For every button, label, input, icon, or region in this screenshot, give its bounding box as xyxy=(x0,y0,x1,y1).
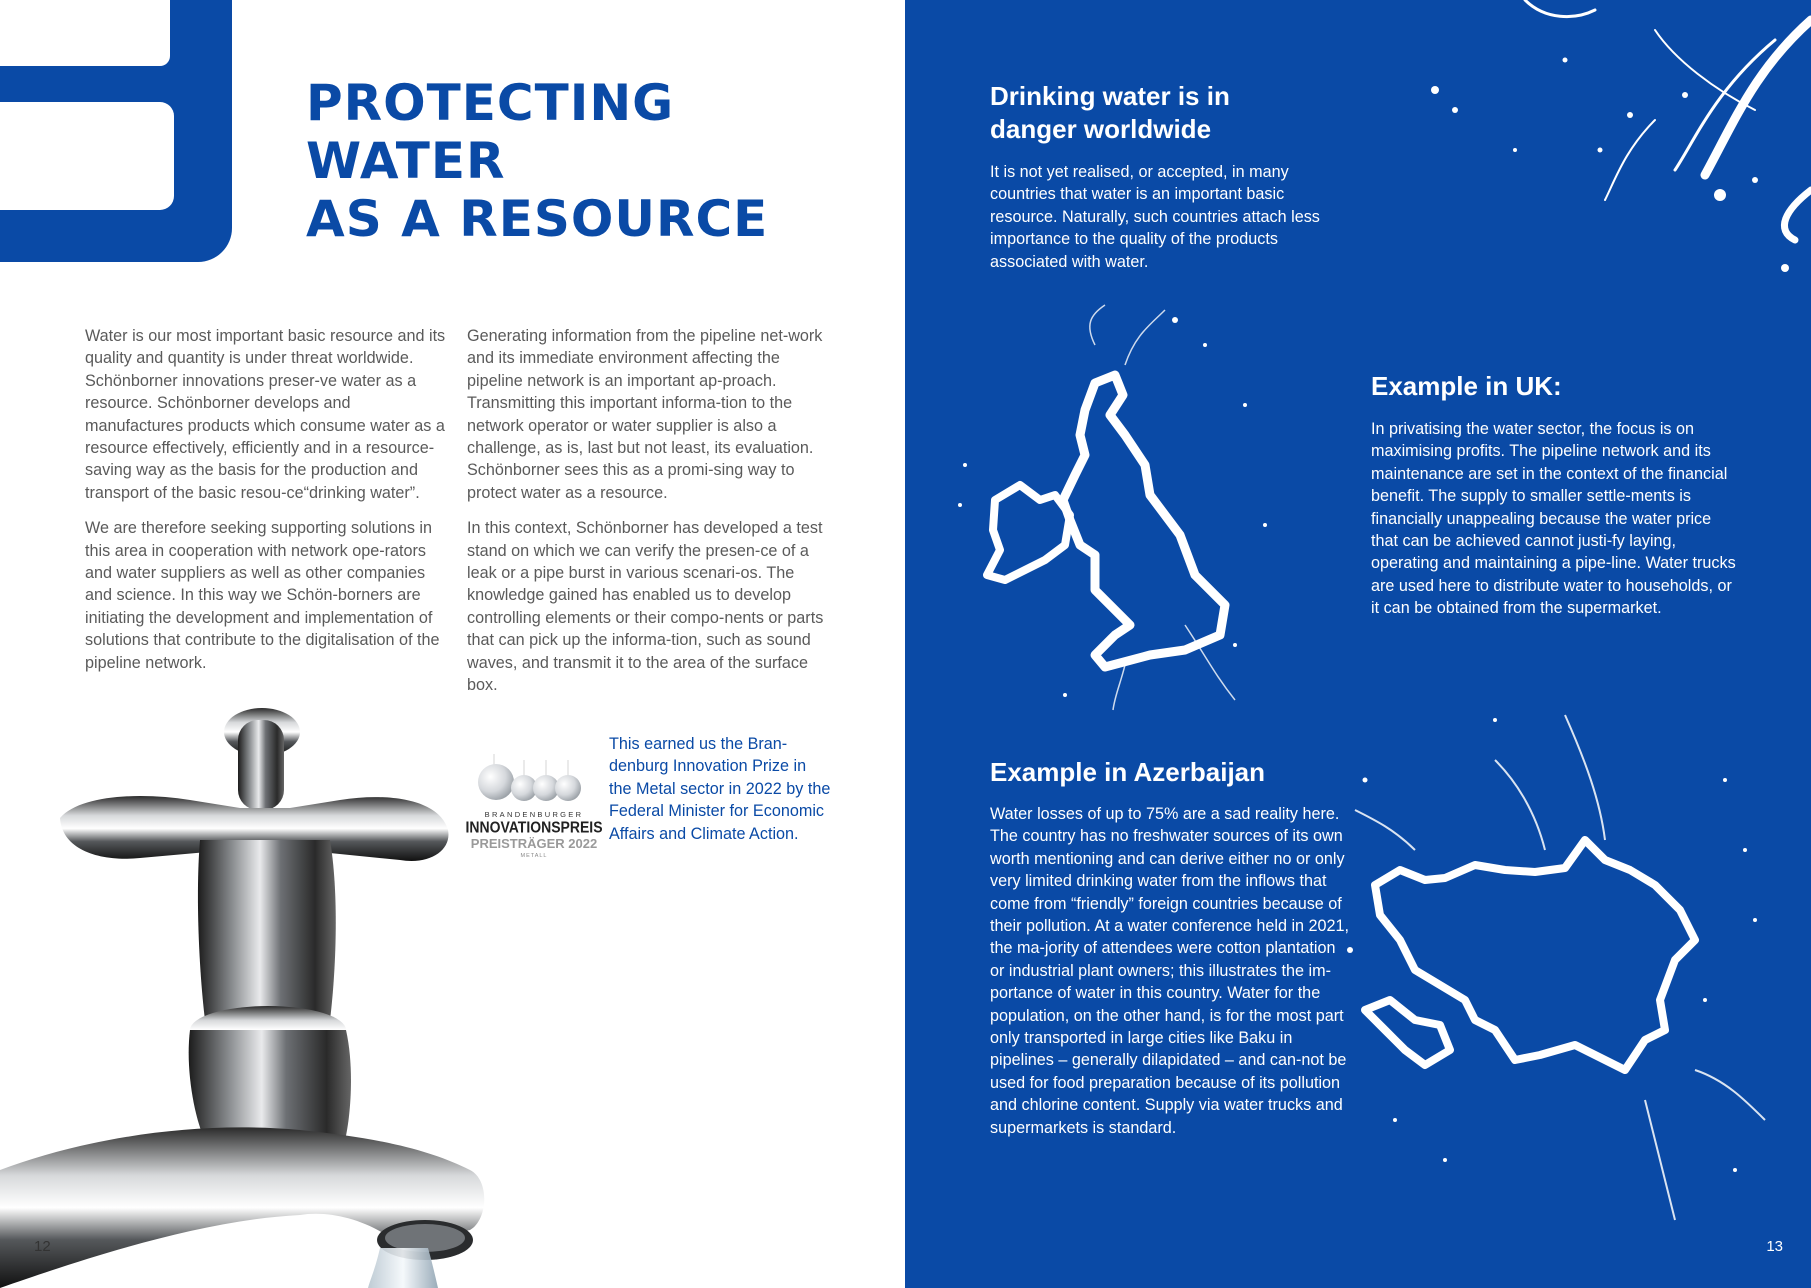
svg-text:BRANDENBURGER: BRANDENBURGER xyxy=(484,810,584,819)
water-tap-photo xyxy=(0,700,490,1288)
uk-heading: Example in UK: xyxy=(1371,371,1562,401)
body-paragraph: We are therefore seeking supporting solutions in this area in cooperation with network ope-rators and water suppliers as well as other companies and science. In this way we Schön-borners are initiating the development and implementation of solutions that contribute to the digitalisation of the pipeline network. xyxy=(85,519,440,672)
innovation-prize-logo xyxy=(465,752,603,862)
body-column-1 xyxy=(85,325,453,687)
page-title-line1: PROTECTING WATER xyxy=(306,74,675,190)
danger-heading: Drinking water is in danger worldwide xyxy=(990,81,1230,144)
water-splash-graphic xyxy=(1375,0,1811,300)
body-paragraph: Water is our most important basic resource and its quality and quantity is under threat worldwide. Schönborner innovations preser-ve water as a resource. Schönborner develops and manufactures products which consume water as a resource effectively, efficiently and in a resource-saving way as the basis for the production and transport of the basic resou-ce“drinking water”. xyxy=(85,327,446,502)
page-number: 13 xyxy=(1766,1238,1783,1255)
azerbaijan-heading: Example in Azerbaijan xyxy=(990,757,1266,787)
page-title xyxy=(306,74,866,248)
danger-text: It is not yet realised, or accepted, in many countries that water is an important basic resource. Naturally, such countries attach less importance to the quality of the products associated with water. xyxy=(990,163,1320,271)
body-column-2 xyxy=(467,325,835,710)
svg-text:METALL: METALL xyxy=(520,853,548,859)
award-caption: This earned us the Bran-denburg Innovation Prize in the Metal sector in 2022 by the Federal Minister for Economic Affairs and Climate Action. xyxy=(609,735,831,843)
azerbaijan-text: Water losses of up to 75% are a sad reality here. The country has no freshwater sources of its own worth mentioning and can derive either no or only very limited drinking water from the inflows that come from “friendly” foreign countries because of their pollution. At a water conference held in 2021, the ma-jority of attendees were cotton plantation or industrial plant owners; this illustrates the im-portance of water in this country. Water for the population, on the other hand, is for the most part only transported in large cities like Baku in pipelines – generally dilapidated – and can-not be used for food preparation because of its pollution and chlorine content. Supply via water trucks and supermarkets is standard. xyxy=(990,805,1350,1137)
uk-text: In privatising the water sector, the focus is on maximising profits. The pipeline network and its maintenance are set in the context of the financial benefit. The supply to smaller settle-ments is financially unappealing because the water price that can be achieved cannot justi-fy laying, operating and maintaining a pipe-line. Water trucks are used here to distribute water to households, or it can be obtained from the supermarket. xyxy=(1371,420,1736,618)
body-paragraph: In this context, Schönborner has developed a test stand on which we can verify the presen-ce of a leak or a pipe burst in various scenari-os. The knowledge gained has enabled us to develop controlling elements or their compo-nents or parts that can pick up the informa-tion, such as sound waves, and transmit it to the area of the surface box. xyxy=(467,519,824,695)
left-page xyxy=(0,0,905,1288)
section-letter-graphic xyxy=(0,0,240,262)
body-paragraph: Generating information from the pipeline net-work and its immediate environment affecting the pipeline network is an important ap-proach. Transmitting this important informa-tion to the network operator or water supplier is also a challenge, as is, last but not least, its evaluation. Schönborner sees this as a promi-sing way to protect water as a resource. xyxy=(467,327,823,502)
right-page xyxy=(905,0,1811,1288)
page-number: 12 xyxy=(34,1238,51,1255)
svg-text:INNOVATIONSPREIS: INNOVATIONSPREIS xyxy=(465,819,603,837)
azerbaijan-map-illustration xyxy=(1345,700,1765,1240)
svg-text:PREISTRÄGER 2022: PREISTRÄGER 2022 xyxy=(470,836,598,851)
page-title-line2: AS A RESOURCE xyxy=(306,190,769,248)
uk-map-illustration xyxy=(945,305,1285,710)
